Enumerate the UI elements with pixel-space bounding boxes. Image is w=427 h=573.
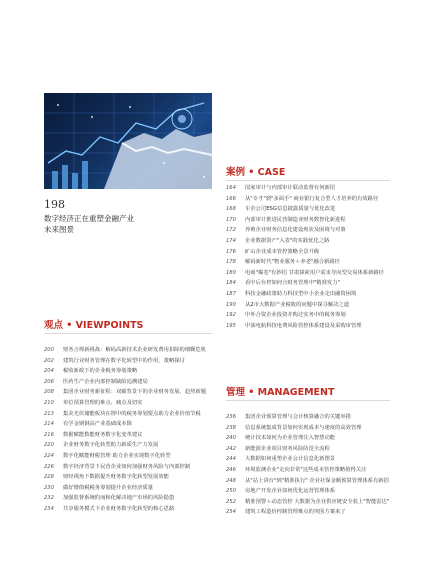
toc-entry[interactable] <box>44 357 214 368</box>
toc-page-number: 192 <box>226 312 236 319</box>
toc-entry-title: 解码新时代"物业服务＋养老"融合新路径 <box>245 259 340 266</box>
toc-page-number: 228 <box>44 474 54 481</box>
toc-entry-title: 大数据如何重塑企业会计信息化新图景 <box>245 456 336 463</box>
toc-entry-title: 集团企业预算管理与会计核算融合的关键举措 <box>245 414 351 420</box>
toc-entry-title: 数字经济背景下民营企业如何加强财务风险与内部控制 <box>63 463 191 470</box>
toc-page-number: 213 <box>44 410 54 417</box>
toc-entry[interactable] <box>226 466 390 477</box>
toc-page-number: 226 <box>44 463 54 470</box>
toc-entry-title: 财务合规新挑战：解码高新技术企业研发费用扣除的细颗危机 <box>63 347 207 353</box>
toc-entry-title: 科技金融政策助力科技型中小企业走出融资困境 <box>245 290 357 297</box>
featured-title-line2: 未来图景 <box>44 225 74 234</box>
toc-page-number: 174 <box>226 237 236 244</box>
toc-entry[interactable] <box>44 420 214 431</box>
case-section-divider <box>226 180 390 181</box>
finance-tech-illustration <box>44 93 212 189</box>
toc-entry[interactable] <box>226 237 390 248</box>
toc-entry[interactable] <box>226 279 390 290</box>
toc-entry[interactable] <box>44 410 214 421</box>
featured-page-number: 198 <box>44 198 65 211</box>
toc-entry-title: 房地产开发企业如何优化运营管理体系 <box>245 488 336 495</box>
toc-entry[interactable] <box>44 367 214 378</box>
toc-entry[interactable] <box>226 434 390 445</box>
toc-entry-title: 新能源企业项目财务风险防范全流程 <box>245 445 330 452</box>
toc-entry[interactable] <box>44 463 214 474</box>
toc-page-number: 238 <box>226 424 236 431</box>
viewpoints-section-divider <box>44 333 212 334</box>
toc-entry[interactable] <box>226 248 390 259</box>
toc-page-number: 176 <box>226 248 236 255</box>
toc-page-number: 224 <box>44 452 54 459</box>
toc-page-number: 172 <box>226 227 236 234</box>
case-section-heading: 案例 • CASE <box>226 167 286 178</box>
toc-entry-title: 集美光伏储能板块在锂中的税务筹划要点助力企业价值节税 <box>63 410 201 417</box>
toc-page-number: 252 <box>226 498 236 505</box>
toc-entry-title: 建筑行业财务管理在数字化转型中的作用、策略探讨 <box>63 357 185 364</box>
toc-entry-title: 环境监测企业"走向非常"这些成本管控策略值得关注 <box>245 466 367 473</box>
toc-page-number: 200 <box>44 347 54 353</box>
toc-entry-title: 集团企业财务新征程：双碳背景下的企业财务发展、趋势新题 <box>63 389 207 396</box>
toc-page-number: 184 <box>226 280 236 287</box>
toc-entry-title: 信息系统集成背景如何实现成本与速度的高效管理 <box>245 424 362 431</box>
toc-entry-title: 矿山企业成本管控策略全景升级 <box>245 248 320 255</box>
toc-entry[interactable] <box>226 258 390 269</box>
toc-entry-title: 加强监督系统的而和化解决地产市场的风险隐患 <box>63 495 175 502</box>
toc-entry-title: 医药生产企业内部控制缺陷追溯建局 <box>63 378 148 385</box>
toc-entry-title: 养殖企业财务信息化建设现状及困境与对策 <box>245 227 346 234</box>
toc-page-number: 195 <box>226 322 236 329</box>
toc-entry[interactable] <box>44 452 214 463</box>
management-section-heading: 管理 • MANAGEMENT <box>226 387 335 398</box>
toc-entry-title: 统计技术如何为企业管理注入智慧动能 <box>245 435 336 442</box>
toc-entry[interactable] <box>226 498 390 509</box>
case-list <box>226 184 390 332</box>
toc-page-number: 234 <box>44 505 54 512</box>
toc-entry-title: 企业财务数字化转型助力新质生产力发展 <box>63 442 159 449</box>
management-section-divider <box>226 400 390 401</box>
toc-page-number: 246 <box>226 466 236 473</box>
toc-page-number: 206 <box>44 378 54 385</box>
toc-page-number: 164 <box>226 185 236 191</box>
featured-article[interactable] <box>44 93 212 235</box>
toc-page-number: 190 <box>226 301 236 308</box>
toc-page-number: 236 <box>226 414 236 420</box>
toc-entry[interactable] <box>226 424 390 435</box>
toc-entry-title: 中油电航科技电费风险管控体系建设及采购审管理 <box>245 322 362 329</box>
toc-page-number: 248 <box>226 477 236 484</box>
toc-entry[interactable] <box>226 195 390 206</box>
toc-page-number: 216 <box>44 431 54 438</box>
toc-entry[interactable] <box>226 301 390 312</box>
toc-entry-title: 从"专才"到"多面手" 商业银行复合型人才培养的有效路径 <box>245 195 379 202</box>
toc-entry-title: 税收新政下的企业税务筹划策略 <box>63 368 138 375</box>
toc-entry[interactable] <box>226 487 390 498</box>
toc-entry-title: 精准预警＋动态管控 大数据为企业供应链安全装上"智能雷达" <box>245 498 390 505</box>
toc-entry[interactable] <box>44 346 214 357</box>
toc-page-number: 180 <box>226 269 236 276</box>
toc-page-number: 214 <box>44 421 54 428</box>
toc-entry-title: 中外合资企业投资并购过实务中的税务筹划 <box>245 312 346 319</box>
toc-page-number: 202 <box>44 357 54 364</box>
toc-page-number: 166 <box>226 195 236 202</box>
toc-entry[interactable] <box>44 484 214 495</box>
toc-page-number: 210 <box>44 399 54 406</box>
toc-entry-title: 数据赋能数能财务数字化变革建议 <box>63 431 143 438</box>
featured-title-line1: 数字经济正在重塑金融产业 <box>44 214 134 223</box>
toc-entry[interactable] <box>44 388 214 399</box>
toc-entry[interactable] <box>226 477 390 488</box>
toc-page-number: 178 <box>226 259 236 266</box>
toc-entry[interactable] <box>44 473 214 484</box>
toc-entry[interactable] <box>226 508 390 519</box>
toc-entry-title: 共享服务模式下企业财务数字化转型的核心思路 <box>63 505 175 512</box>
toc-entry-title: 从2市大数据产业税收的问题中探寻解决之道 <box>245 301 350 308</box>
toc-page-number: 208 <box>44 389 54 396</box>
toc-page-number: 244 <box>226 456 236 463</box>
toc-entry[interactable] <box>44 441 214 452</box>
toc-entry[interactable] <box>226 269 390 280</box>
toc-entry[interactable] <box>226 205 390 216</box>
toc-entry[interactable] <box>226 226 390 237</box>
viewpoints-section-heading: 观点 • VIEWPOINTS <box>44 320 144 331</box>
toc-entry[interactable] <box>226 445 390 456</box>
viewpoints-list <box>44 346 214 516</box>
toc-entry-title: 从"站上讲台"到"精准执行" 企业社保金额预算管理体系有新招 <box>245 477 389 484</box>
toc-page-number: 254 <box>226 509 236 516</box>
toc-page-number: 187 <box>226 290 236 297</box>
toc-entry-title: 车企公司ESG信息披露质量与优化改进 <box>245 206 336 213</box>
toc-entry[interactable] <box>226 184 390 195</box>
toc-entry[interactable] <box>226 311 390 322</box>
toc-page-number: 204 <box>44 368 54 375</box>
toc-entry[interactable] <box>44 399 214 410</box>
toc-entry-title: 企业数据资产"入表"的实践优化之路 <box>245 237 330 244</box>
toc-page-number: 250 <box>226 488 236 495</box>
toc-entry[interactable] <box>44 505 214 516</box>
toc-entry-title: 电商"爆卷"有妙招 甘肃探索用户需求导向型交易体系新路径 <box>245 269 384 276</box>
toc-entry-title: 看中后台控如何合财务管理中"精准发力" <box>245 280 340 287</box>
toc-page-number: 232 <box>44 495 54 502</box>
toc-page-number: 170 <box>226 216 236 223</box>
toc-page-number: 240 <box>226 435 236 442</box>
featured-image <box>44 93 212 189</box>
toc-entry-title: 数字化赋能财税管理 助力企业实现数字化转型 <box>63 452 171 459</box>
toc-entry[interactable] <box>44 378 214 389</box>
toc-entry-title: 内部审计推进民营制造业财务数智化新进程 <box>245 216 346 223</box>
toc-page-number: 230 <box>44 484 54 491</box>
toc-entry-title: 单位预算管理的难点、痛点及切实 <box>63 399 143 406</box>
toc-entry-title: 建筑工程造价控制管理难点的突围方案来了 <box>245 509 346 516</box>
toc-page-number: 168 <box>226 206 236 213</box>
toc-entry[interactable] <box>44 431 214 442</box>
toc-entry-title: 做好增值税税务筹划提升企业经济质量 <box>63 484 154 491</box>
toc-entry-title: 国家审计与内部审计联动监督有何新招 <box>245 185 336 191</box>
toc-entry-title: 有学金钢钢高产业基础成本降 <box>63 421 132 428</box>
toc-entry[interactable] <box>226 455 390 466</box>
toc-page-number: 242 <box>226 445 236 452</box>
toc-entry[interactable] <box>226 290 390 301</box>
toc-entry-title: 财经视角下数据提升财务数字化转型发展效能 <box>63 474 169 481</box>
toc-entry[interactable] <box>44 494 214 505</box>
management-list <box>226 413 390 519</box>
toc-entry[interactable] <box>226 216 390 227</box>
toc-entry[interactable] <box>226 413 390 424</box>
toc-entry[interactable] <box>226 322 390 333</box>
toc-page-number: 220 <box>44 442 54 449</box>
